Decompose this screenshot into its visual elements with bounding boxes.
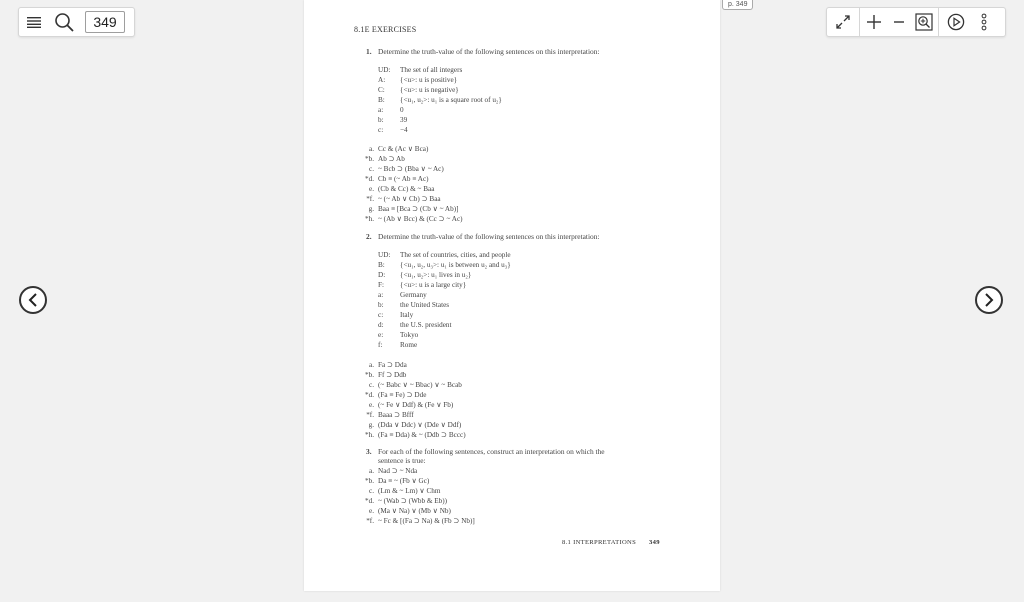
viewer-controls [826,7,1006,37]
interp-value: {<u₁, u₂>: u₁ is a square root of u₂} [400,96,502,104]
interp-value: {<u₁, u₂, u₃>: u₁ is between u₂ and u₃} [400,261,511,269]
interp-value: 0 [400,106,404,114]
page-number-input[interactable]: 349 [85,11,125,33]
interp-value: Germany [400,291,427,299]
search-button[interactable] [49,8,79,36]
item-label: e. [369,401,374,409]
interp-key: b: [378,301,384,309]
item-label: c. [369,487,374,495]
more-options-icon [980,13,988,31]
chevron-right-icon [984,293,994,307]
running-footer: 8.1 INTERPRETATIONS [562,539,637,546]
item-label: *d. [365,391,374,399]
exercise-prompt: For each of the following sentences, construct an interpretation on which the [378,447,605,456]
item-label: e. [369,185,374,193]
left-toolbar [18,7,135,37]
interp-key: a: [378,291,384,299]
exercise-prompt: Determine the truth-value of the following sentences on this interpretation: [378,47,600,56]
item-label: a. [369,145,374,153]
item-label: *h. [365,431,374,439]
zoom-out-button[interactable] [888,8,910,36]
previous-page-button[interactable] [19,286,47,314]
section-heading: 8.1E EXERCISES [354,25,417,34]
exercise-prompt-continued: sentence is true: [378,456,426,465]
interp-key: f: [378,341,383,349]
item-formula: (Dda ∨ Ddc) ∨ (Dde ∨ Ddf) [378,421,462,429]
item-formula: Baa ≡ [Bca ⊃ (Cb ∨ ~ Ab)] [378,205,459,213]
zoom-fit-button[interactable] [910,8,938,36]
interp-value: {<u>: u is a large city} [400,281,467,289]
interp-key: UD: [378,251,391,259]
search-icon [54,12,74,32]
item-formula: (Fa ≡ Fe) ⊃ Dde [378,391,427,399]
interp-key: B: [378,261,385,269]
interp-key: B: [378,96,385,104]
item-label: *d. [365,497,374,505]
interp-value: {<u>: u is positive} [400,76,458,84]
item-formula: ~ Bcb ⊃ (Bba ∨ ~ Ac) [378,165,444,173]
interp-value: the United States [400,301,450,309]
interp-value: Italy [400,311,414,319]
item-formula: (Cb & Cc) & ~ Baa [378,185,435,193]
interp-key: A: [378,76,386,84]
item-label: g. [368,205,374,213]
interp-value: The set of all integers [400,66,463,74]
item-formula: ~ (~ Ab ∨ Cb) ⊃ Baa [378,195,441,203]
item-formula: Fa ⊃ Dda [378,361,407,369]
interp-key: d: [378,321,384,329]
item-formula: Ab ⊃ Ab [378,155,405,163]
zoom-in-icon [867,15,881,29]
zoom-out-icon [893,15,905,29]
page-number-footer: 349 [649,539,660,546]
interp-value: 39 [400,116,408,124]
item-formula: Nad ⊃ ~ Nda [378,467,418,475]
item-label: a. [369,467,374,475]
item-label: g. [368,421,374,429]
exercise-number: 3. [366,447,372,456]
interp-key: c: [378,126,384,134]
item-formula: Da ≡ ~ (Fb ∨ Gc) [378,477,430,485]
zoom-in-button[interactable] [860,8,888,36]
interp-value: {<u₁, u₂>: u₁ lives in u₂} [400,271,472,279]
fullscreen-button[interactable] [827,8,859,36]
item-formula: Cc & (Ac ∨ Bca) [378,145,429,153]
chevron-left-icon [28,293,38,307]
item-formula: Baaa ⊃ Bfff [378,411,414,419]
item-label: *f. [366,195,374,203]
presentation-button[interactable] [939,8,973,36]
document-page [304,0,720,591]
item-label: a. [369,361,374,369]
item-label: c. [369,165,374,173]
exercise-prompt: Determine the truth-value of the following sentences on this interpretation: [378,232,600,241]
exercise-number: 1. [366,47,372,56]
zoom-to-fit-icon [915,13,933,31]
interp-key: e: [378,331,384,339]
more-options-button[interactable] [973,8,995,36]
item-formula: (~ Babc ∨ ~ Bbac) ∨ ~ Bcab [378,381,462,389]
item-label: *h. [365,215,374,223]
interp-value: −4 [400,126,408,134]
fullscreen-expand-icon [835,14,851,30]
interp-key: UD: [378,66,391,74]
interp-key: D: [378,271,386,279]
hamburger-menu-icon [27,16,41,28]
interp-key: a: [378,106,384,114]
interp-value: The set of countries, cities, and people [400,251,511,259]
menu-button[interactable] [19,8,49,36]
item-formula: ~ (Wab ⊃ (Wbb & Eb)) [378,497,448,505]
item-formula: ~ (Ab ∨ Bcc) & (Cc ⊃ ~ Ac) [378,215,463,223]
interp-value: {<u>: u is negative} [400,86,459,94]
item-label: *f. [366,517,374,525]
interp-value: Rome [400,341,418,349]
item-label: *f. [366,411,374,419]
item-formula: Ff ⊃ Ddb [378,371,407,379]
item-formula: (Ma ∨ Na) ∨ (Mb ∨ Nb) [378,507,451,515]
item-formula: (Lm & ~ Lm) ∨ Chm [378,487,441,495]
item-label: *d. [365,175,374,183]
interp-value: the U.S. president [400,321,452,329]
item-formula: ~ Fc & [(Fa ⊃ Na) & (Fb ⊃ Nb)] [378,517,475,525]
interp-key: b: [378,116,384,124]
page-indicator: p. 349 [722,0,753,10]
interp-key: c: [378,311,384,319]
play-icon [947,13,965,31]
item-formula: (~ Fe ∨ Ddf) & (Fe ∨ Fb) [378,401,454,409]
item-label: *b. [365,155,374,163]
next-page-button[interactable] [975,286,1003,314]
interp-key: C: [378,86,385,94]
item-label: c. [369,381,374,389]
item-label: e. [369,507,374,515]
interp-value: Tokyo [400,331,419,339]
item-formula: (Fa ≡ Dda) & ~ (Ddb ⊃ Bccc) [378,431,466,439]
item-formula: Cb ≡ (~ Ab ≡ Ac) [378,175,429,183]
item-label: *b. [365,477,374,485]
exercise-number: 2. [366,232,372,241]
item-label: *b. [365,371,374,379]
interp-key: F: [378,281,384,289]
